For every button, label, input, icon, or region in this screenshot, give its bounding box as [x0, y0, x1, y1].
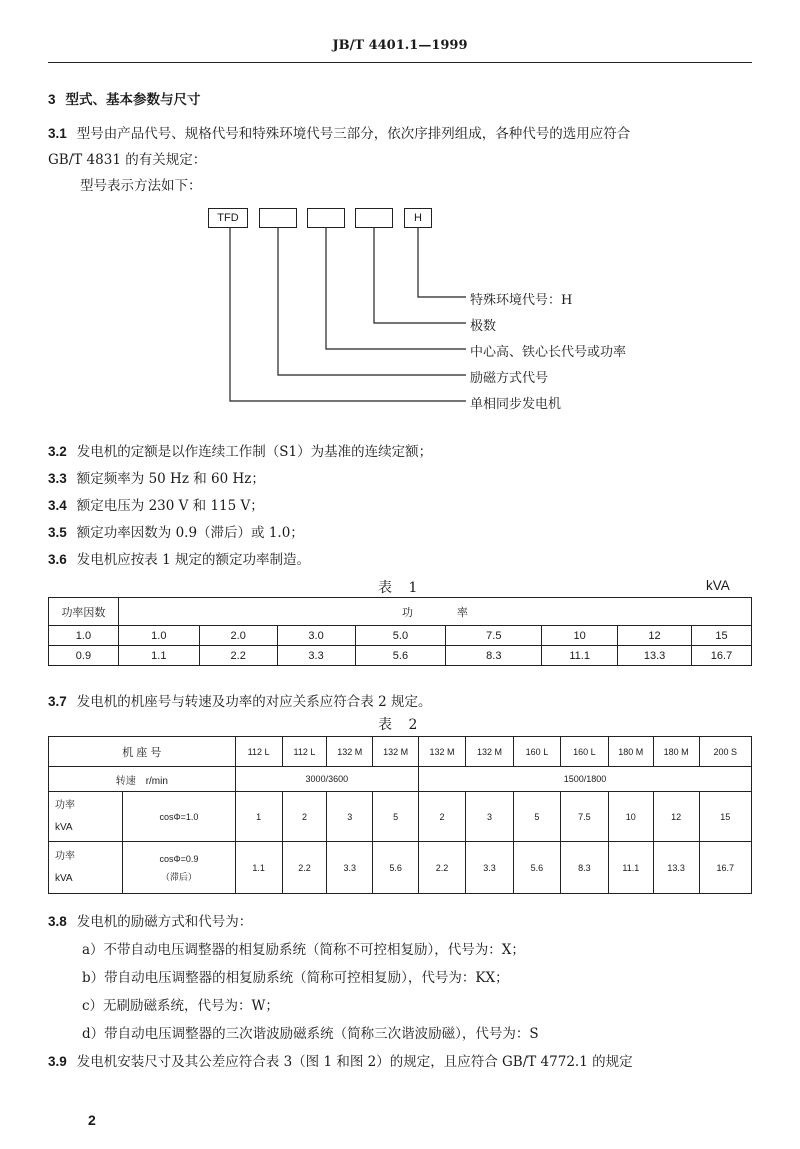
table-cell: 12 [618, 626, 692, 646]
table-cell: 2.2 [199, 646, 277, 666]
frame-label: 机 座 号 [49, 737, 236, 767]
standard-header: JB/T 4401.1—1999 [332, 38, 468, 53]
speed-label: 转速 r/min [49, 767, 236, 792]
table-cell: 7.5 [560, 792, 608, 842]
table-cell: 16.7 [692, 646, 752, 666]
table-cell: 2.2 [282, 842, 327, 894]
table-cell: 5 [373, 792, 419, 842]
power-label: 功率 kVA [49, 792, 123, 842]
speed-3000: 3000/3600 [235, 767, 418, 792]
table-cell: 15 [699, 792, 751, 842]
table-cell: 5.6 [373, 842, 419, 894]
power-factor-condition: cosΦ=1.0 [123, 792, 235, 842]
excitation-item-c: c）无刷励磁系统，代号为：W； [82, 998, 279, 1014]
table-cell: 112 L [235, 737, 282, 767]
table-cell: 2 [419, 792, 466, 842]
table-cell: 16.7 [699, 842, 751, 894]
table-cell: 132 M [465, 737, 513, 767]
label-single-phase-generator: 单相同步发电机 [470, 397, 562, 412]
table-1-head-power-factor: 功率因数 [49, 598, 119, 626]
table-cell: 8.3 [446, 646, 542, 666]
table-1 [48, 597, 752, 666]
table-cell: 11.1 [542, 646, 618, 666]
label-special-environment-code: 特殊环境代号：H [470, 293, 573, 308]
table-2 [48, 736, 752, 894]
excitation-item-a: a）不带自动电压调整器的相复励系统（简称不可控相复励），代号为：X； [82, 942, 525, 958]
clause-3-2: 3.2 发电机的定额是以作连续工作制（S1）为基准的连续定额； [48, 444, 433, 460]
table-cell: 10 [542, 626, 618, 646]
table-row [49, 767, 752, 792]
table-row [49, 842, 752, 894]
power-factor-condition: cosΦ=0.9 （滞后） [123, 842, 235, 894]
table-cell: 2.2 [419, 842, 466, 894]
table-cell: 1.1 [235, 842, 282, 894]
table-row [49, 626, 752, 646]
table-cell: 2 [282, 792, 327, 842]
section-3-heading: 3 型式、基本参数与尺寸 [48, 92, 201, 108]
table-cell: 180 M [608, 737, 653, 767]
model-notation-intro: 型号表示方法如下： [80, 178, 202, 194]
table-cell: 7.5 [446, 626, 542, 646]
table-cell: 3.3 [465, 842, 513, 894]
table-cell: 3 [465, 792, 513, 842]
table-cell: 3.3 [327, 842, 373, 894]
clause-3-3: 3.3 额定频率为 50 Hz 和 60 Hz； [48, 471, 265, 487]
table-cell: 0.9 [49, 646, 119, 666]
table-1-unit: kVA [706, 578, 730, 593]
clause-3-4: 3.4 额定电压为 230 V 和 115 V； [48, 498, 264, 514]
table-cell: 1.0 [118, 626, 199, 646]
page-number: 2 [88, 1112, 96, 1128]
table-cell: 5.6 [355, 646, 446, 666]
table-cell: 13.3 [653, 842, 699, 894]
excitation-item-b: b）带自动电压调整器的相复励系统（简称可控相复励），代号为：KX； [82, 970, 509, 986]
clause-3-9: 3.9 发电机安装尺寸及其公差应符合表 3（图 1 和图 2）的规定，且应符合 GB/T 4772.1 的规定 [48, 1054, 633, 1070]
clause-3-8: 3.8 发电机的励磁方式和代号为： [48, 914, 253, 930]
table-cell: 12 [653, 792, 699, 842]
table-cell: 160 L [560, 737, 608, 767]
table-cell: 1.1 [118, 646, 199, 666]
table-2-caption: 表 2 [378, 717, 424, 733]
table-cell: 3 [327, 792, 373, 842]
power-label: 功率 kVA [49, 842, 123, 894]
table-row [49, 737, 752, 767]
table-cell: 132 M [419, 737, 466, 767]
label-frame-code: 中心高、铁心长代号或功率 [470, 345, 627, 360]
table-cell: 112 L [282, 737, 327, 767]
table-cell: 3.0 [277, 626, 355, 646]
table-cell: 5.6 [513, 842, 560, 894]
table-cell: 132 M [373, 737, 419, 767]
table-cell: 1 [235, 792, 282, 842]
clause-3-1-continued: GB/T 4831 的有关规定： [48, 152, 207, 168]
table-1-caption: 表 1 [378, 580, 424, 596]
table-cell: 8.3 [560, 842, 608, 894]
table-1-head-power: 功 率 [118, 598, 751, 626]
table-cell: 11.1 [608, 842, 653, 894]
table-cell: 1.0 [49, 626, 119, 646]
table-cell: 132 M [327, 737, 373, 767]
table-cell: 10 [608, 792, 653, 842]
table-cell: 2.0 [199, 626, 277, 646]
label-excitation-code: 励磁方式代号 [470, 371, 549, 386]
clause-3-5: 3.5 额定功率因数为 0.9（滞后）或 1.0； [48, 525, 304, 541]
model-box-product-code: TFD [208, 208, 248, 228]
table-row [49, 646, 752, 666]
clause-3-1: 3.1 型号由产品代号、规格代号和特殊环境代号三部分，依次序排列组成，各种代号的选用应符合 [48, 126, 631, 142]
label-poles: 极数 [470, 319, 497, 334]
table-cell: 3.3 [277, 646, 355, 666]
clause-3-6: 3.6 发电机应按表 1 规定的额定功率制造。 [48, 552, 310, 568]
table-cell: 160 L [513, 737, 560, 767]
table-cell: 15 [692, 626, 752, 646]
excitation-item-d: d）带自动电压调整器的三次谐波励磁系统（简称三次谐波励磁），代号为：S [82, 1026, 539, 1042]
table-cell: 13.3 [618, 646, 692, 666]
table-cell: 5 [513, 792, 560, 842]
table-row [49, 792, 752, 842]
speed-1500: 1500/1800 [419, 767, 752, 792]
table-cell: 200 S [699, 737, 751, 767]
model-box-environment: H [404, 208, 432, 228]
table-cell: 5.0 [355, 626, 446, 646]
table-cell: 180 M [653, 737, 699, 767]
clause-3-7: 3.7 发电机的机座号与转速及功率的对应关系应符合表 2 规定。 [48, 694, 432, 710]
